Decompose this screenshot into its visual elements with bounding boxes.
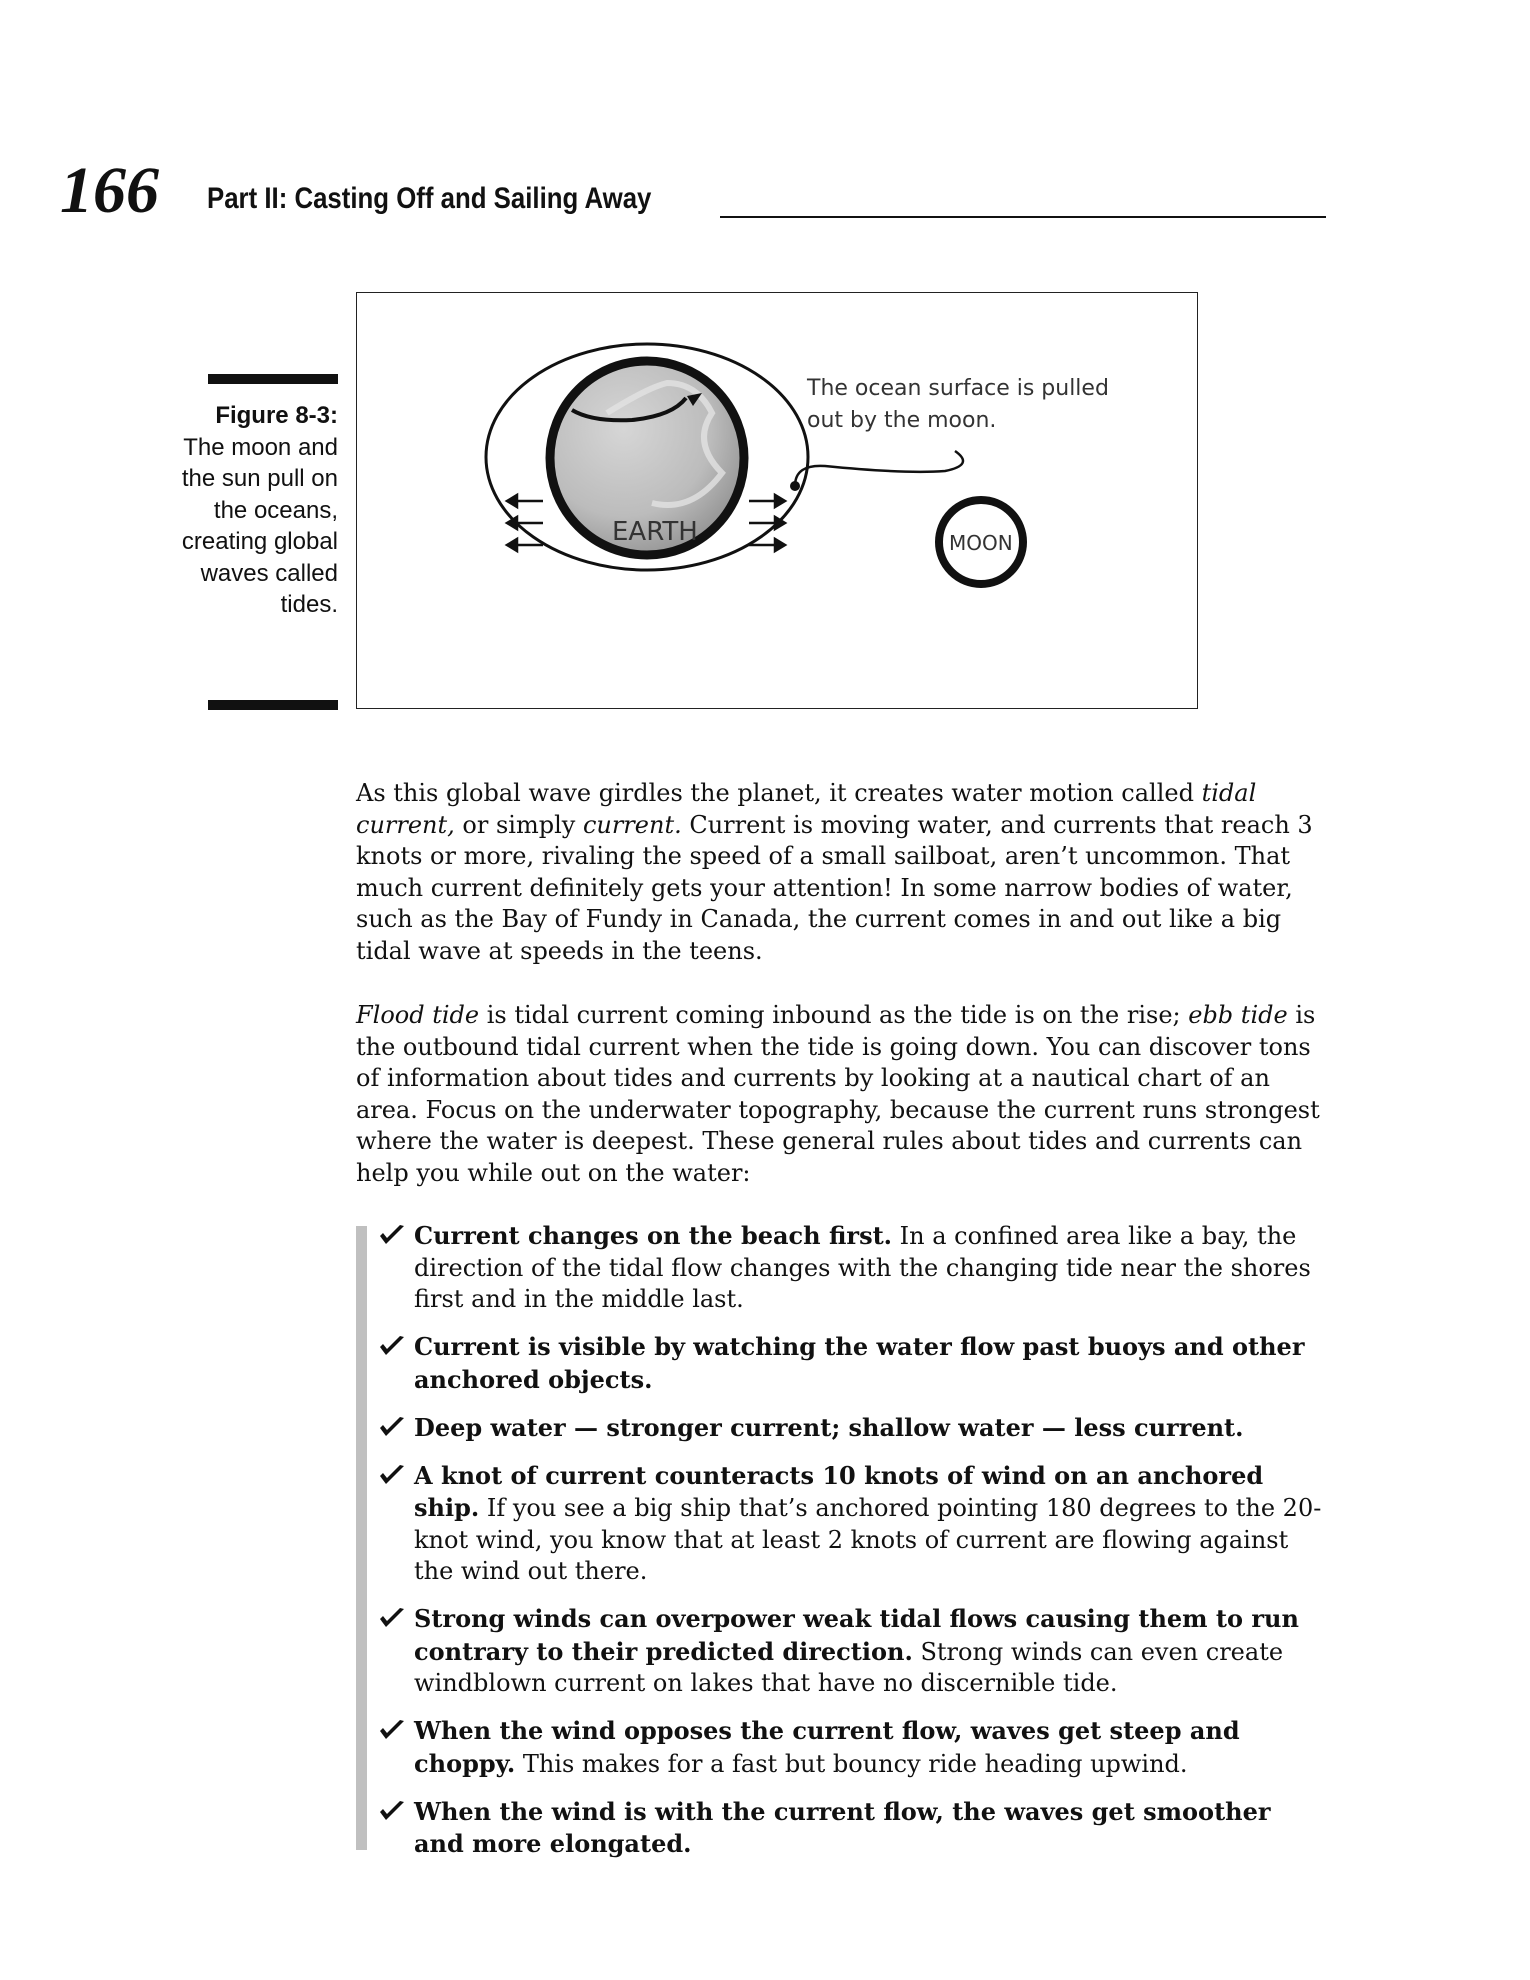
checkmark-icon: [378, 1333, 406, 1359]
list-item-heading: A knot of current counteracts 10 knots of wind on an anchored ship.: [414, 1460, 1264, 1522]
annotation-pointer-line: [795, 451, 963, 486]
list-item-heading: Deep water — stronger current; shallow water — less current.: [414, 1412, 1244, 1442]
body-paragraph-1: [356, 778, 1326, 967]
moon-label: MOON: [949, 531, 1013, 555]
list-item: [378, 1412, 1328, 1445]
list-item-heading: Current changes on the beach first.: [414, 1221, 893, 1250]
list-item-text: This makes for a fast but bouncy ride heading upwind.: [515, 1749, 1188, 1778]
figure-caption-text: The moon and the sun pull on the oceans, creating global waves called tides.: [181, 433, 338, 618]
list-item: [378, 1796, 1328, 1861]
list-item: [378, 1715, 1328, 1780]
list-item-text: Strong winds can even create windblown current on lakes that have no discernible tide.: [414, 1637, 1284, 1697]
figure-8-3: [356, 292, 1198, 709]
earth-label: EARTH: [612, 517, 698, 547]
list-item: [378, 1460, 1328, 1588]
para2-term-flood-tide: Flood tide: [356, 1001, 480, 1029]
running-head-rule: [720, 216, 1326, 218]
body-paragraph-2: [356, 1000, 1326, 1189]
list-item-text: In a confined area like a bay, the direction of the tidal flow changes with the changing tide near the shores first and in the middle last.: [414, 1222, 1311, 1313]
para2-term-ebb-tide: ebb tide: [1188, 1001, 1288, 1029]
figure-caption: [170, 400, 338, 621]
list-item-heading: Strong winds can overpower weak tidal flows causing them to run contrary to their predicted direction.: [414, 1604, 1299, 1666]
annotation-line-2: out by the moon.: [807, 408, 997, 433]
checkmark-icon: [378, 1798, 406, 1824]
para1-text-2: or simply: [454, 810, 583, 839]
caption-bottom-bar: [208, 700, 338, 710]
list-item-text: If you see a big ship that’s anchored pointing 180 degrees to the 20-knot wind, you know that at least 2 knots of current are flowing against the wind out there.: [414, 1494, 1322, 1585]
figure-label: Figure 8-3:: [215, 402, 338, 429]
para2-text-2: is the outbound tidal current when the tide is going down. You can discover tons of information about tides and currents by looking at a nautical chart of an area. Focus on the underwater topography, because the current runs strongest where the water is deepest. These general rules about tides and currents can help you while out on the water:: [356, 1001, 1320, 1187]
list-item: [378, 1603, 1328, 1700]
list-item: [378, 1331, 1328, 1396]
tide-rules-list: [378, 1220, 1328, 1876]
caption-top-bar: [208, 374, 338, 384]
checkmark-icon: [378, 1717, 406, 1743]
list-item-heading: When the wind opposes the current flow, waves get steep and choppy.: [414, 1716, 1240, 1778]
list-item-heading: When the wind is with the current flow, the waves get smoother and more elongated.: [414, 1796, 1271, 1858]
list-item: [378, 1220, 1328, 1316]
annotation-line-1: The ocean surface is pulled: [807, 376, 1109, 401]
list-item-heading: Current is visible by watching the water flow past buoys and other anchored objects.: [414, 1332, 1305, 1394]
para2-text-1: is tidal current coming inbound as the tide is on the rise;: [479, 1001, 1189, 1029]
checkmark-icon: [378, 1414, 406, 1440]
checkmark-icon: [378, 1605, 406, 1631]
checkmark-icon: [378, 1222, 406, 1248]
bullet-list-sidebar: [356, 1226, 367, 1850]
para1-term-current: current.: [582, 810, 682, 839]
para1-text-3: Current is moving water, and currents that reach 3 knots or more, rivaling the speed of a small sailboat, aren’t uncommon. That much current definitely gets your attention! In some narrow bodies of water, such as the Bay of Fundy in Canada, the current comes in and out like a big tidal wave at speeds in the teens.: [356, 810, 1313, 965]
checkmark-icon: [378, 1462, 406, 1488]
tide-diagram: [357, 293, 1199, 710]
para1-text-1: As this global wave girdles the planet, it creates water motion called: [356, 779, 1202, 807]
running-head-title: Part II: Casting Off and Sailing Away: [207, 182, 652, 215]
para1-term-tidal-current: tidal current,: [356, 779, 1257, 839]
page-number: 166: [60, 154, 159, 227]
annotation-pointer-dot: [790, 481, 800, 491]
